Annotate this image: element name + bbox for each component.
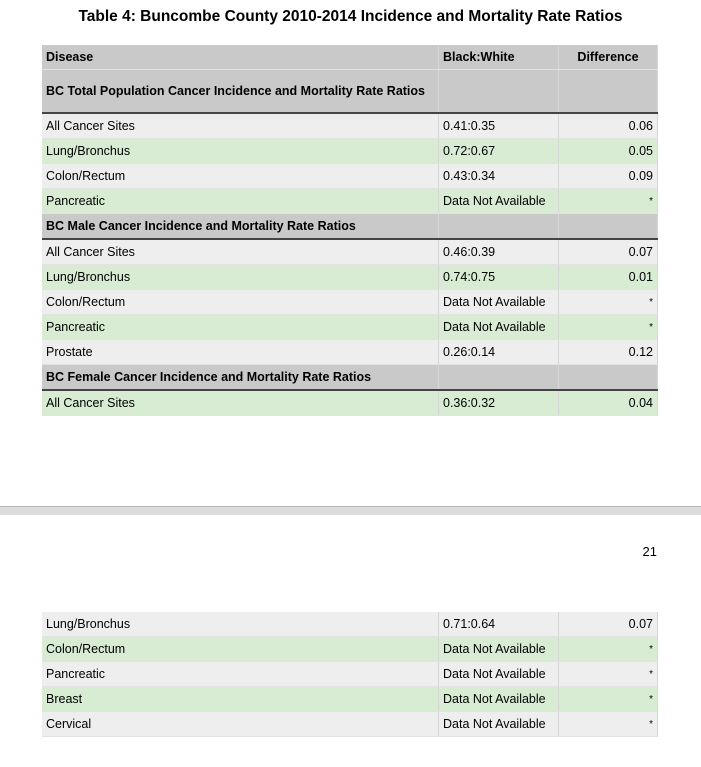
ratio-cell: 0.72:0.67	[439, 139, 559, 164]
header-black-white: Black:White	[439, 45, 559, 70]
rate-ratio-table-continued	[42, 612, 658, 737]
table-row	[42, 612, 658, 637]
table-row	[42, 164, 658, 189]
section-title: BC Male Cancer Incidence and Mortality Rate Ratios	[42, 214, 439, 240]
page-number: 21	[642, 544, 657, 559]
disease-cell: Pancreatic	[42, 662, 439, 687]
ratio-cell: 0.43:0.34	[439, 164, 559, 189]
difference-cell: 0.01	[559, 265, 658, 290]
difference-cell: *	[559, 315, 658, 340]
ratio-cell: 0.46:0.39	[439, 239, 559, 265]
difference-cell: *	[559, 189, 658, 214]
ratio-cell: 0.36:0.32	[439, 390, 559, 416]
difference-cell: 0.07	[559, 612, 658, 637]
difference-cell: 0.05	[559, 139, 658, 164]
ratio-cell: 0.41:0.35	[439, 113, 559, 139]
table-row	[42, 637, 658, 662]
difference-cell: *	[559, 662, 658, 687]
difference-cell: 0.07	[559, 239, 658, 265]
disease-cell: All Cancer Sites	[42, 390, 439, 416]
difference-cell: *	[559, 290, 658, 315]
difference-cell: 0.09	[559, 164, 658, 189]
table-row	[42, 340, 658, 365]
difference-cell: 0.06	[559, 113, 658, 139]
page-break	[0, 506, 701, 515]
disease-cell: Pancreatic	[42, 315, 439, 340]
ratio-cell: Data Not Available	[439, 637, 559, 662]
disease-cell: Lung/Bronchus	[42, 265, 439, 290]
header-disease: Disease	[42, 45, 439, 70]
ratio-cell: Data Not Available	[439, 290, 559, 315]
table-header-row	[42, 45, 658, 70]
ratio-cell: 0.74:0.75	[439, 265, 559, 290]
section-header-female	[42, 365, 658, 391]
rate-ratio-table	[42, 45, 658, 416]
disease-cell: All Cancer Sites	[42, 113, 439, 139]
table-row	[42, 189, 658, 214]
disease-cell: Breast	[42, 687, 439, 712]
ratio-cell: 0.26:0.14	[439, 340, 559, 365]
table-row	[42, 390, 658, 416]
disease-cell: Colon/Rectum	[42, 164, 439, 189]
difference-cell: 0.12	[559, 340, 658, 365]
table-title: Table 4: Buncombe County 2010-2014 Incidence and Mortality Rate Ratios	[78, 8, 623, 25]
disease-cell: Prostate	[42, 340, 439, 365]
disease-cell: Colon/Rectum	[42, 637, 439, 662]
table-row	[42, 315, 658, 340]
table-row	[42, 662, 658, 687]
table-row	[42, 687, 658, 712]
difference-cell: 0.04	[559, 390, 658, 416]
section-title: BC Female Cancer Incidence and Mortality Rate Ratios	[42, 365, 439, 391]
difference-cell: *	[559, 687, 658, 712]
section-title: BC Total Population Cancer Incidence and Mortality Rate Ratios	[42, 70, 439, 114]
disease-cell: Lung/Bronchus	[42, 139, 439, 164]
ratio-cell: Data Not Available	[439, 315, 559, 340]
ratio-cell: Data Not Available	[439, 687, 559, 712]
ratio-cell: 0.71:0.64	[439, 612, 559, 637]
table-row	[42, 712, 658, 737]
table-row	[42, 139, 658, 164]
disease-cell: Lung/Bronchus	[42, 612, 439, 637]
ratio-cell: Data Not Available	[439, 662, 559, 687]
disease-cell: All Cancer Sites	[42, 239, 439, 265]
table-row	[42, 239, 658, 265]
disease-cell: Pancreatic	[42, 189, 439, 214]
section-header-total	[42, 70, 658, 114]
table-row	[42, 265, 658, 290]
header-difference: Difference	[559, 45, 658, 70]
ratio-cell: Data Not Available	[439, 189, 559, 214]
difference-cell: *	[559, 637, 658, 662]
table-row	[42, 113, 658, 139]
ratio-cell: Data Not Available	[439, 712, 559, 737]
disease-cell: Cervical	[42, 712, 439, 737]
disease-cell: Colon/Rectum	[42, 290, 439, 315]
section-header-male	[42, 214, 658, 240]
table-row	[42, 290, 658, 315]
difference-cell: *	[559, 712, 658, 737]
